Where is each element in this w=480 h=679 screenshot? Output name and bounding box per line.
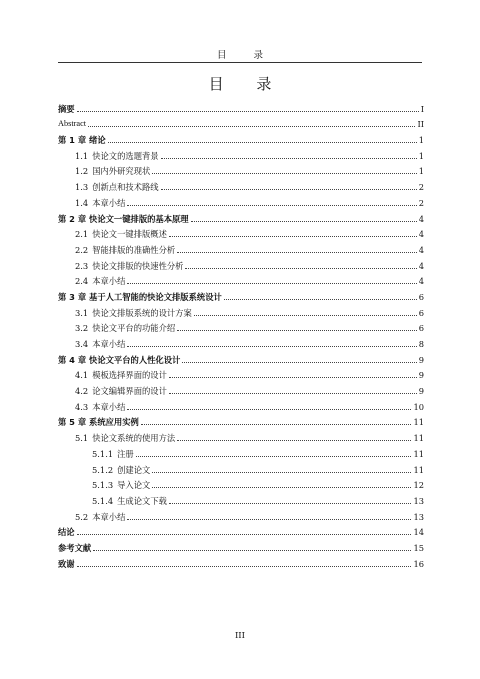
dot-leader bbox=[77, 566, 412, 567]
dot-leader bbox=[169, 236, 417, 237]
toc-entry-number: 5.1.2 bbox=[92, 464, 114, 475]
dot-leader bbox=[127, 283, 416, 284]
dot-leader bbox=[88, 126, 415, 127]
toc-entry[interactable] bbox=[58, 396, 424, 412]
toc-entry-label bbox=[75, 370, 167, 380]
toc-entry-page: 1 bbox=[418, 166, 424, 177]
dot-leader bbox=[127, 205, 416, 206]
toc-entry-number: 1.1 bbox=[75, 150, 89, 161]
toc-entry-text: 本章小结 bbox=[92, 197, 126, 208]
toc-entry[interactable] bbox=[58, 365, 424, 381]
toc-entry-page: II bbox=[417, 119, 424, 130]
toc-entry-text: 模板选择界面的设计 bbox=[92, 370, 167, 381]
toc-entry-label bbox=[75, 512, 125, 522]
table-of-contents bbox=[58, 98, 424, 569]
toc-entry-page: 9 bbox=[418, 386, 424, 397]
toc-entry[interactable] bbox=[58, 490, 424, 506]
toc-entry-label bbox=[58, 355, 180, 365]
toc-entry-text: 参考文献 bbox=[58, 542, 92, 553]
toc-entry-label bbox=[75, 323, 175, 333]
toc-entry[interactable] bbox=[58, 459, 424, 475]
toc-entry-label bbox=[75, 198, 125, 208]
toc-entry-label bbox=[75, 245, 175, 255]
toc-entry[interactable] bbox=[58, 286, 424, 302]
dot-leader bbox=[127, 519, 411, 520]
toc-entry[interactable] bbox=[58, 129, 424, 145]
dot-leader bbox=[77, 111, 419, 112]
toc-entry-label bbox=[92, 480, 150, 490]
toc-entry[interactable] bbox=[58, 176, 424, 192]
toc-entry[interactable] bbox=[58, 333, 424, 349]
dot-leader bbox=[224, 299, 417, 300]
toc-entry-page: 16 bbox=[413, 558, 424, 569]
toc-entry-page: 11 bbox=[413, 417, 424, 428]
toc-entry-number: 5.1.3 bbox=[92, 480, 114, 491]
toc-entry-label bbox=[75, 182, 159, 192]
toc-entry-label bbox=[75, 433, 175, 443]
toc-entry-page: 2 bbox=[418, 197, 424, 208]
toc-entry-text: 注册 bbox=[117, 448, 134, 459]
toc-entry-label bbox=[75, 276, 125, 286]
dot-leader bbox=[152, 487, 411, 488]
dot-leader bbox=[161, 189, 417, 190]
toc-entry-page: 10 bbox=[413, 401, 424, 412]
toc-entry[interactable] bbox=[58, 443, 424, 459]
toc-entry-page: 9 bbox=[418, 370, 424, 381]
toc-entry-page: 9 bbox=[418, 354, 424, 365]
toc-entry-label bbox=[75, 151, 159, 161]
toc-entry-number: 4.3 bbox=[75, 401, 89, 412]
toc-entry-text: 致谢 bbox=[58, 558, 75, 569]
toc-entry-page: 8 bbox=[418, 339, 424, 349]
toc-entry[interactable] bbox=[58, 114, 424, 130]
dot-leader bbox=[136, 456, 412, 457]
toc-entry-text: 第 2 章 快论文一键排版的基本原理 bbox=[58, 213, 189, 224]
dot-leader bbox=[161, 158, 417, 159]
toc-entry-label bbox=[58, 527, 75, 537]
toc-entry[interactable] bbox=[58, 318, 424, 334]
toc-entry-number: 2.1 bbox=[75, 229, 89, 240]
toc-entry-label bbox=[75, 166, 150, 176]
toc-entry-number: 4.1 bbox=[75, 370, 89, 381]
toc-entry-label bbox=[58, 104, 75, 114]
toc-entry-page: 12 bbox=[413, 480, 424, 491]
dot-leader bbox=[177, 440, 411, 441]
toc-entry-page: 6 bbox=[418, 291, 424, 302]
toc-entry-page: 1 bbox=[418, 135, 424, 146]
toc-entry[interactable] bbox=[58, 145, 424, 161]
toc-entry-page: 6 bbox=[418, 307, 424, 318]
toc-entry-number: 1.4 bbox=[75, 197, 89, 208]
toc-entry-page: 1 bbox=[418, 150, 424, 161]
toc-entry-number: 5.1.1 bbox=[92, 448, 114, 459]
toc-entry-page: 11 bbox=[413, 464, 424, 475]
toc-entry-text: 本章小结 bbox=[92, 401, 126, 412]
header-rule bbox=[58, 62, 422, 63]
toc-entry-text: 快论文平台的功能介绍 bbox=[92, 323, 176, 334]
toc-entry-number: 5.1 bbox=[75, 433, 89, 444]
toc-entry[interactable] bbox=[58, 98, 424, 114]
dot-leader bbox=[127, 409, 411, 410]
toc-entry-text: 智能排版的准确性分析 bbox=[92, 244, 176, 255]
toc-entry-number: 4.2 bbox=[75, 386, 89, 397]
toc-entry-text: Abstract bbox=[58, 119, 87, 129]
toc-entry-label bbox=[75, 402, 125, 412]
toc-entry-text: 本章小结 bbox=[92, 276, 126, 287]
toc-entry-text: 快论文一键排版概述 bbox=[92, 229, 167, 240]
toc-entry[interactable] bbox=[58, 349, 424, 365]
toc-entry[interactable] bbox=[58, 475, 424, 491]
toc-entry-label bbox=[58, 135, 106, 145]
toc-entry-label bbox=[92, 465, 150, 475]
toc-entry-label bbox=[75, 308, 192, 318]
dot-leader bbox=[152, 173, 416, 174]
toc-entry-page: 4 bbox=[418, 260, 424, 271]
toc-entry-page: 2 bbox=[418, 182, 424, 193]
toc-entry-label bbox=[58, 119, 86, 129]
toc-entry-number: 5.2 bbox=[75, 511, 89, 522]
toc-entry[interactable] bbox=[58, 427, 424, 443]
dot-leader bbox=[152, 472, 411, 473]
dot-leader bbox=[93, 550, 411, 551]
toc-entry[interactable] bbox=[58, 522, 424, 538]
toc-entry[interactable] bbox=[58, 192, 424, 208]
toc-entry[interactable] bbox=[58, 302, 424, 318]
toc-entry-page: 4 bbox=[418, 244, 424, 255]
toc-entry-number: 1.3 bbox=[75, 182, 89, 193]
dot-leader bbox=[194, 315, 417, 316]
toc-entry-text: 快论文的选题背景 bbox=[92, 150, 159, 161]
dot-leader bbox=[185, 268, 416, 269]
toc-entry-page: 4 bbox=[418, 276, 424, 287]
toc-entry-page: 11 bbox=[413, 433, 424, 444]
toc-entry-number: 2.4 bbox=[75, 276, 89, 287]
toc-entry-number: 3.1 bbox=[75, 307, 89, 318]
toc-entry-text: 第 5 章 系统应用实例 bbox=[58, 417, 139, 428]
toc-entry-page: I bbox=[420, 103, 424, 114]
toc-entry[interactable] bbox=[58, 537, 424, 553]
toc-entry-text: 本章小结 bbox=[92, 339, 126, 349]
toc-entry-text: 摘要 bbox=[58, 103, 75, 114]
toc-entry[interactable] bbox=[58, 271, 424, 287]
toc-entry-text: 第 1 章 绪论 bbox=[58, 135, 106, 146]
toc-entry[interactable] bbox=[58, 224, 424, 240]
toc-entry-text: 论文编辑界面的设计 bbox=[92, 386, 167, 397]
dot-leader bbox=[169, 377, 417, 378]
toc-entry-label bbox=[92, 449, 134, 459]
toc-entry-page: 15 bbox=[413, 542, 424, 553]
toc-entry-text: 导入论文 bbox=[117, 480, 151, 491]
toc-entry-text: 快论文排版的快速性分析 bbox=[92, 260, 184, 271]
dot-leader bbox=[177, 252, 417, 253]
toc-entry-label bbox=[75, 229, 167, 239]
toc-entry-label bbox=[58, 292, 222, 302]
toc-entry[interactable] bbox=[58, 380, 424, 396]
toc-entry-label bbox=[58, 543, 91, 553]
toc-entry[interactable] bbox=[58, 208, 424, 224]
toc-entry-number: 1.2 bbox=[75, 166, 89, 177]
toc-entry-text: 本章小结 bbox=[92, 511, 126, 522]
toc-entry-page: 4 bbox=[418, 213, 424, 224]
dot-leader bbox=[169, 393, 417, 394]
page-title: 目 录 bbox=[208, 75, 286, 93]
dot-leader bbox=[77, 534, 412, 535]
dot-leader bbox=[191, 221, 417, 222]
toc-entry-number: 5.1.4 bbox=[92, 495, 114, 506]
toc-entry-number: 3.4 bbox=[75, 339, 89, 349]
toc-entry-text: 快论文系统的使用方法 bbox=[92, 433, 176, 444]
toc-entry[interactable] bbox=[58, 255, 424, 271]
toc-entry-number: 2.2 bbox=[75, 244, 89, 255]
toc-entry-label bbox=[75, 386, 167, 396]
toc-entry[interactable] bbox=[58, 412, 424, 428]
toc-entry[interactable] bbox=[58, 239, 424, 255]
toc-entry-label bbox=[58, 559, 75, 569]
toc-entry-label bbox=[58, 214, 189, 224]
toc-entry-text: 第 4 章 快论文平台的人性化设计 bbox=[58, 354, 181, 365]
toc-entry-text: 第 3 章 基于人工智能的快论文排版系统设计 bbox=[58, 291, 222, 302]
toc-entry[interactable] bbox=[58, 553, 424, 569]
dot-leader bbox=[169, 503, 412, 504]
toc-entry-text: 生成论文下载 bbox=[117, 495, 167, 506]
toc-entry-number: 2.3 bbox=[75, 260, 89, 271]
dot-leader bbox=[177, 330, 417, 331]
toc-entry[interactable] bbox=[58, 161, 424, 177]
toc-entry-label bbox=[75, 261, 183, 271]
toc-entry-page: 14 bbox=[413, 527, 424, 538]
toc-entry-label bbox=[75, 339, 125, 349]
toc-entry[interactable] bbox=[58, 506, 424, 522]
dot-leader bbox=[141, 424, 412, 425]
toc-entry-text: 结论 bbox=[58, 527, 75, 538]
toc-entry-number: 3.2 bbox=[75, 323, 89, 334]
toc-entry-label bbox=[92, 496, 167, 506]
toc-entry-text: 快论文排版系统的设计方案 bbox=[92, 307, 192, 318]
toc-entry-page: 6 bbox=[418, 323, 424, 334]
running-header: 目 录 bbox=[216, 50, 276, 61]
toc-entry-page: 4 bbox=[418, 229, 424, 240]
toc-entry-page: 13 bbox=[413, 495, 424, 506]
dot-leader bbox=[127, 346, 416, 347]
page-number: III bbox=[234, 631, 246, 641]
toc-entry-page: 11 bbox=[413, 448, 424, 459]
dot-leader bbox=[108, 142, 417, 143]
toc-entry-text: 国内外研究现状 bbox=[92, 166, 151, 177]
toc-entry-text: 创新点和技术路线 bbox=[92, 182, 159, 193]
toc-entry-page: 13 bbox=[413, 511, 424, 522]
toc-entry-label bbox=[58, 417, 139, 427]
toc-entry-text: 创建论文 bbox=[117, 464, 151, 475]
dot-leader bbox=[182, 362, 416, 363]
